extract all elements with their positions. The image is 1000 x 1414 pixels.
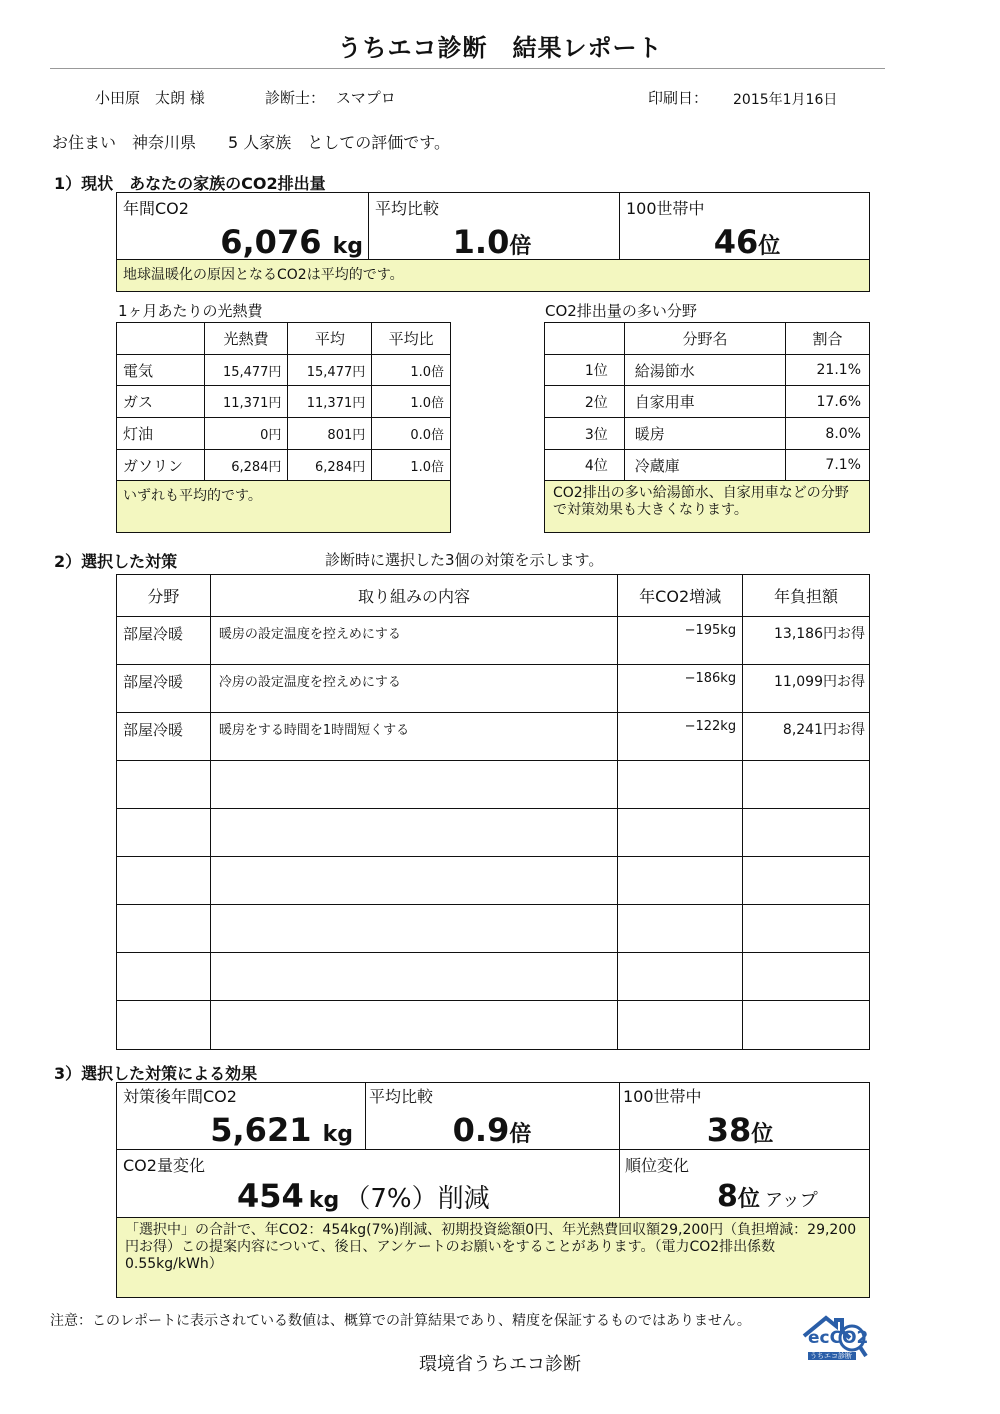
annual-co2-label: 年間CO2 [123,199,189,218]
avg-compare-label: 平均比較 [375,199,440,218]
field-rank: 3位 [545,418,625,450]
table-row [117,809,870,857]
logo-text: ecCO2 [808,1328,869,1348]
utility-header-avg: 平均 [288,323,372,355]
utility-table [116,322,451,533]
utility-ratio: 1.0倍 [372,450,451,481]
residence-line: お住まい 神奈川県 5 人家族 としての評価です。 [52,133,450,152]
measure-cost: 13,186円お得 [743,617,870,665]
print-date-label: 印刷日： [648,89,709,107]
issuer: 環境省うちエコ診断 [419,1354,581,1375]
current-summary: 地球温暖化の原因となるCO2は平均的です。 [123,267,404,283]
table-row [545,418,870,450]
utility-header-ratio: 平均比 [372,323,451,355]
table-row [545,386,870,418]
measure-co2: −186kg [618,665,743,713]
rank-label: 100世帯中 [626,199,705,218]
table-row [117,713,870,761]
utility-avg: 801円 [288,418,372,450]
field-rank: 4位 [545,450,625,481]
field-pct: 8.0% [786,418,870,450]
utility-note: いずれも平均的です。 [117,481,451,533]
utility-avg: 6,284円 [288,450,372,481]
measure-content: 暖房をする時間を1時間短くする [210,713,617,761]
field-name: 自家用車 [624,386,785,418]
field-note: CO2排出の多い給湯節水、自家用車などの分野で対策効果も大きくなります。 [545,481,870,533]
effect-rank-label: 100世帯中 [623,1087,702,1106]
table-row [545,450,870,481]
co2-change-label: CO2量変化 [123,1156,205,1175]
utility-cost: 0円 [204,418,288,450]
after-co2-label: 対策後年間CO2 [123,1087,237,1106]
current-summary-box [117,259,869,291]
field-header-pct: 割合 [786,323,870,355]
table-row [117,905,870,953]
after-co2-value: 5,621 kg [210,1111,353,1149]
utility-avg: 11,371円 [288,386,372,418]
measure-cost: 11,099円お得 [743,665,870,713]
table-row [117,665,870,713]
field-pct: 21.1% [786,355,870,386]
table-row [117,761,870,809]
utility-cost: 11,371円 [204,386,288,418]
utility-ratio: 0.0倍 [372,418,451,450]
table-row [117,418,451,450]
field-pct: 17.6% [786,386,870,418]
effect-avg-label: 平均比較 [369,1087,434,1106]
page-title: うちエコ診断 結果レポート [337,34,663,62]
table-row [545,355,870,386]
measure-field: 部屋冷暖 [117,713,211,761]
measure-co2: −195kg [618,617,743,665]
utility-header-cost: 光熱費 [204,323,288,355]
measure-cost: 8,241円お得 [743,713,870,761]
utility-ratio: 1.0倍 [372,386,451,418]
section2-subheading: 診断時に選択した3個の対策を示します。 [325,551,604,569]
section1-heading: 1）現状 あなたの家族のCO2排出量 [54,174,326,193]
annual-co2-value: 6,076 kg [220,223,363,261]
logo-caption: うちエコ診断 [810,1352,852,1360]
caution-text: 注意：このレポートに表示されている数値は、概算での計算結果であり、精度を保証するものではありません。 [50,1313,751,1329]
measure-field: 部屋冷暖 [117,665,211,713]
measure-co2: −122kg [618,713,743,761]
field-name: 給湯節水 [624,355,785,386]
print-date: 2015年1月16日 [733,92,838,108]
field-title: CO2排出量の多い分野 [545,302,697,320]
measures-header-co2: 年CO2増減 [618,575,743,617]
co2-change-value: 454 kg （7%）削減 [237,1177,490,1215]
table-row [117,386,451,418]
measures-header-cost: 年負担額 [743,575,870,617]
utility-name: 灯油 [117,418,205,450]
utility-cost: 15,477円 [204,355,288,386]
customer-name: 小田原 太朗 様 [95,89,205,107]
effect-panel [116,1082,870,1298]
utility-name: ガス [117,386,205,418]
utility-name: ガソリン [117,450,205,481]
table-row [117,857,870,905]
field-name: 冷蔵庫 [624,450,785,481]
rank-change-value: 8位 アップ [717,1179,818,1214]
rank-change-label: 順位変化 [625,1156,690,1175]
field-header-name: 分野名 [624,323,785,355]
effect-avg-value: 0.9倍 [452,1111,532,1149]
utility-ratio: 1.0倍 [372,355,451,386]
utility-cost: 6,284円 [204,450,288,481]
measures-header-field: 分野 [117,575,211,617]
measures-table [116,574,870,1050]
field-table [544,322,870,533]
diagnostician-label: 診断士： [265,89,326,107]
field-pct: 7.1% [786,450,870,481]
measures-header-content: 取り組みの内容 [210,575,617,617]
table-row [117,355,451,386]
table-row [117,617,870,665]
effect-note: 「選択中」の合計で、年CO2：454kg(7%)削減、初期投資総額0円、年光熱費回収額29,200円（負担増減：29,200円お得）この提案内容について、後日、アンケートのお願いをすることがあります。（電力CO2排出係数 0.55kg/kWh） [125,1222,857,1272]
ecco2-logo [800,1314,872,1364]
table-row [117,450,451,481]
field-rank: 2位 [545,386,625,418]
section2-heading: 2）選択した対策 [54,552,178,571]
measure-field: 部屋冷暖 [117,617,211,665]
utility-title: 1ヶ月あたりの光熱費 [118,302,263,320]
current-co2-panel [116,192,870,292]
section3-heading: 3）選択した対策による効果 [54,1064,258,1083]
utility-name: 電気 [117,355,205,386]
effect-note-box [117,1217,869,1297]
field-rank: 1位 [545,355,625,386]
utility-avg: 15,477円 [288,355,372,386]
measure-content: 冷房の設定温度を控えめにする [210,665,617,713]
field-name: 暖房 [624,418,785,450]
title-divider [50,68,885,69]
measure-content: 暖房の設定温度を控えめにする [210,617,617,665]
table-row [117,953,870,1001]
avg-compare-value: 1.0倍 [452,223,532,261]
diagnostician-name: スマプロ [336,89,396,107]
effect-rank-value: 38位 [706,1111,774,1149]
table-row [117,1001,870,1050]
rank-value: 46位 [713,223,781,261]
